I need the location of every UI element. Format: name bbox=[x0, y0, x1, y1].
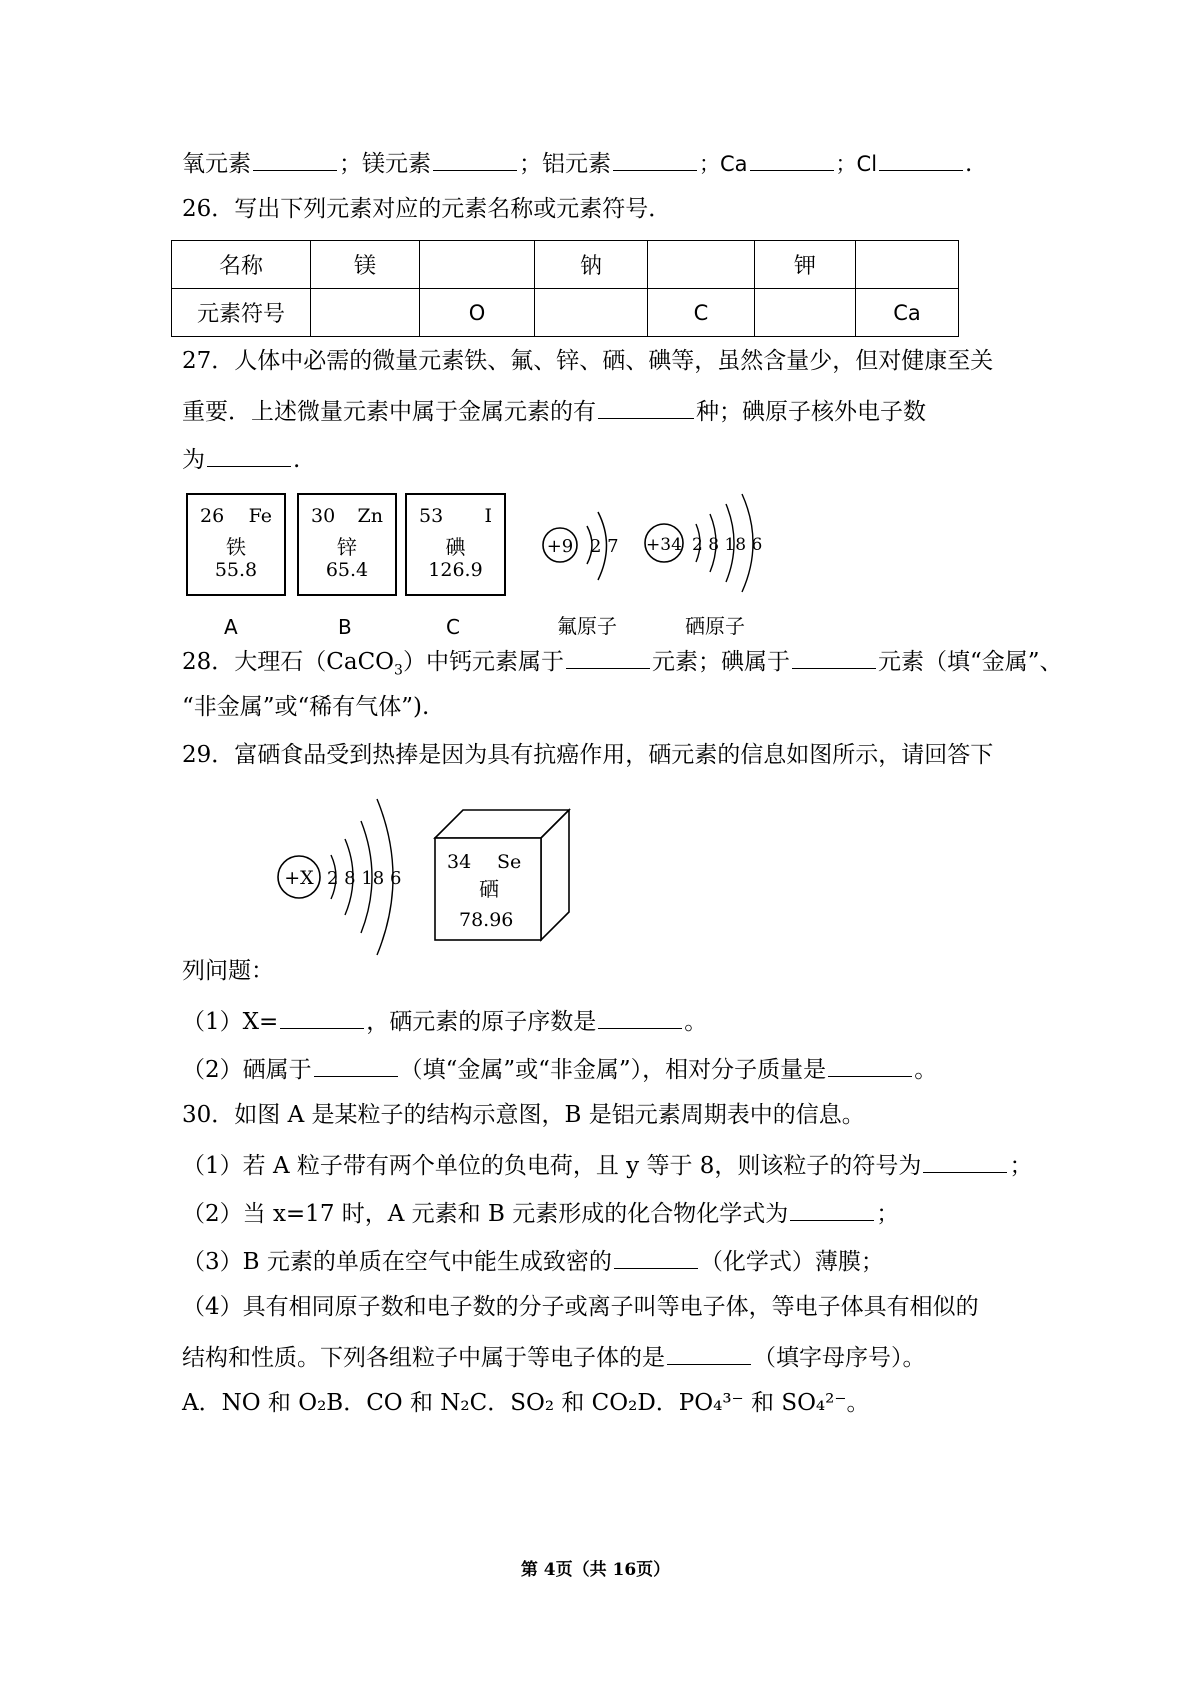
answer-blank[interactable] bbox=[598, 398, 694, 419]
table-row bbox=[172, 289, 959, 337]
answer-blank[interactable] bbox=[667, 1344, 751, 1365]
aluminum-label: ；铝元素 bbox=[519, 151, 611, 177]
selenium-element-cube bbox=[433, 808, 573, 943]
answer-blank[interactable] bbox=[790, 1200, 874, 1221]
element-table bbox=[171, 240, 959, 337]
question-30-part-2 bbox=[182, 1200, 899, 1226]
text-span: 28．大理石（CaCO bbox=[182, 649, 395, 675]
question-30-part-1 bbox=[182, 1152, 1032, 1178]
ca-label: ；Ca bbox=[699, 152, 748, 176]
answer-blank[interactable] bbox=[614, 1248, 698, 1269]
shell-electrons: 2 8 18 6 bbox=[327, 868, 402, 889]
question-26: 26．写出下列元素对应的元素名称或元素符号． bbox=[182, 196, 672, 222]
atomic-mass: 126.9 bbox=[428, 559, 483, 581]
question-28-line-1 bbox=[182, 648, 1062, 678]
magnesium-label: ；镁元素 bbox=[339, 151, 431, 177]
card-label-c: C bbox=[446, 615, 460, 639]
answer-blank[interactable] bbox=[253, 150, 337, 171]
element-card-zn bbox=[297, 493, 397, 596]
atomic-mass: 78.96 bbox=[459, 909, 514, 931]
text-span: ； bbox=[876, 1201, 900, 1227]
question-30-part-4-line-1: （4）具有相同原子数和电子数的分子或离子叫等电子体，等电子体具有相似的 bbox=[182, 1294, 979, 1320]
atomic-number: 30 bbox=[311, 505, 336, 527]
table-row bbox=[172, 241, 959, 289]
text-span: 元素（填“金属”、 bbox=[877, 649, 1063, 675]
answer-blank[interactable] bbox=[792, 648, 876, 669]
text-span: 结构和性质。下列各组粒子中属于等电子体的是 bbox=[182, 1345, 665, 1371]
text-span: （2）当 x=17 时，A 元素和 B 元素形成的化合物化学式为 bbox=[182, 1201, 789, 1227]
text-span: . bbox=[293, 447, 301, 473]
answer-blank[interactable] bbox=[879, 150, 963, 171]
question-27-line-3 bbox=[182, 446, 300, 472]
element-symbol: I bbox=[484, 505, 492, 527]
answer-blank[interactable] bbox=[566, 648, 650, 669]
table-cell: 名称 bbox=[172, 241, 311, 289]
atomic-mass: 55.8 bbox=[214, 559, 258, 581]
question-30-part-3 bbox=[182, 1248, 884, 1274]
text-span: ，硒元素的原子序数是 bbox=[366, 1009, 597, 1035]
question-29-line-1: 29．富硒食品受到热捧是因为具有抗癌作用，硒元素的信息如图所示，请回答下 bbox=[182, 742, 994, 768]
table-cell[interactable] bbox=[856, 241, 959, 289]
element-name: 硒 bbox=[479, 877, 499, 901]
cl-label: ；Cl bbox=[835, 152, 878, 176]
fluorine-atom-diagram bbox=[535, 490, 635, 615]
table-cell[interactable] bbox=[648, 241, 755, 289]
answer-blank[interactable] bbox=[433, 150, 517, 171]
question-30-intro: 30．如图 A 是某粒子的结构示意图，B 是铝元素周期表中的信息。 bbox=[182, 1102, 865, 1128]
table-cell[interactable] bbox=[535, 289, 648, 337]
text-span: 。 bbox=[914, 1057, 938, 1083]
answer-blank[interactable] bbox=[828, 1056, 912, 1077]
element-symbol: Fe bbox=[248, 505, 272, 527]
table-cell[interactable] bbox=[420, 241, 535, 289]
nucleus-charge: +9 bbox=[546, 536, 574, 557]
answer-blank[interactable] bbox=[750, 150, 834, 171]
nucleus-charge: +34 bbox=[646, 535, 682, 555]
selenium-label: 硒原子 bbox=[685, 614, 745, 638]
fill-line-elements bbox=[182, 150, 972, 176]
fluorine-label: 氟原子 bbox=[557, 614, 617, 638]
element-name: 铁 bbox=[226, 535, 246, 559]
question-27-line-1: 27．人体中必需的微量元素铁、氟、锌、硒、碘等，虽然含量少，但对健康至关 bbox=[182, 348, 994, 374]
text-span: （1）若 A 粒子带有两个单位的负电荷，且 y 等于 8，则该粒子的符号为 bbox=[182, 1153, 922, 1179]
table-cell: O bbox=[420, 289, 535, 337]
answer-blank[interactable] bbox=[613, 150, 697, 171]
answer-blank[interactable] bbox=[598, 1008, 682, 1029]
text-span: （填“金属”或“非金属”），相对分子质量是 bbox=[399, 1057, 827, 1083]
nucleus-charge: +X bbox=[284, 867, 314, 889]
answer-blank[interactable] bbox=[314, 1056, 398, 1077]
question-29-part-1 bbox=[182, 1008, 707, 1034]
text-span: ）中钙元素属于 bbox=[402, 649, 564, 675]
question-30-options: A．NO 和 O₂B．CO 和 N₂C．SO₂ 和 CO₂D．PO₄³⁻ 和 SO₄²⁻。 bbox=[182, 1390, 870, 1416]
table-cell: 钠 bbox=[535, 241, 648, 289]
period: . bbox=[965, 151, 973, 177]
question-27-line-2 bbox=[182, 398, 926, 424]
card-label-a: A bbox=[224, 615, 238, 639]
text-span: ； bbox=[1009, 1153, 1033, 1179]
atomic-number: 53 bbox=[419, 505, 444, 527]
card-label-b: B bbox=[338, 615, 352, 639]
text-span: （化学式）薄膜； bbox=[699, 1249, 884, 1275]
table-cell: 镁 bbox=[311, 241, 420, 289]
atomic-mass: 65.4 bbox=[325, 559, 369, 581]
answer-blank[interactable] bbox=[923, 1152, 1007, 1173]
atomic-number: 26 bbox=[200, 505, 225, 527]
element-name: 锌 bbox=[337, 535, 357, 559]
text-span: （2）硒属于 bbox=[182, 1057, 312, 1083]
element-symbol: Se bbox=[497, 851, 522, 873]
element-card-fe bbox=[186, 493, 286, 596]
shell-electrons: 2 8 18 6 bbox=[692, 535, 763, 555]
selenium-atom-diagram bbox=[640, 480, 780, 615]
shell-electrons: 2 7 bbox=[590, 536, 619, 557]
text-span: 种；碘原子核外电子数 bbox=[696, 399, 926, 425]
selenium-atom-diagram-q29 bbox=[275, 785, 415, 970]
table-cell[interactable] bbox=[311, 289, 420, 337]
text-span: 重要．上述微量元素中属于金属元素的有 bbox=[182, 399, 596, 425]
text-span: （1）X= bbox=[182, 1009, 279, 1035]
question-29-part-2 bbox=[182, 1056, 937, 1082]
text-span: （填字母序号）。 bbox=[753, 1345, 926, 1371]
page-footer: 第 4页（共 16页） bbox=[520, 1560, 671, 1580]
table-cell: 元素符号 bbox=[172, 289, 311, 337]
text-span: 为 bbox=[182, 447, 205, 473]
answer-blank[interactable] bbox=[280, 1008, 364, 1029]
question-30-part-4-line-2 bbox=[182, 1344, 926, 1370]
text-span: 元素；碘属于 bbox=[651, 649, 790, 675]
table-cell: Ca bbox=[856, 289, 959, 337]
question-28-line-2: “非金属”或“稀有气体”). bbox=[182, 694, 430, 720]
question-29-line-2: 列问题： bbox=[182, 958, 274, 984]
table-cell: 钾 bbox=[755, 241, 856, 289]
text-span: 。 bbox=[684, 1009, 708, 1035]
oxygen-label: 氧元素 bbox=[182, 151, 251, 177]
text-span: （3）B 元素的单质在空气中能生成致密的 bbox=[182, 1249, 612, 1275]
element-symbol: Zn bbox=[357, 505, 383, 527]
table-cell: C bbox=[648, 289, 755, 337]
table-cell[interactable] bbox=[755, 289, 856, 337]
atomic-number: 34 bbox=[447, 851, 472, 873]
element-name: 碘 bbox=[445, 535, 466, 559]
answer-blank[interactable] bbox=[207, 446, 291, 467]
subscript: 3 bbox=[394, 662, 403, 679]
element-card-i bbox=[405, 493, 506, 596]
